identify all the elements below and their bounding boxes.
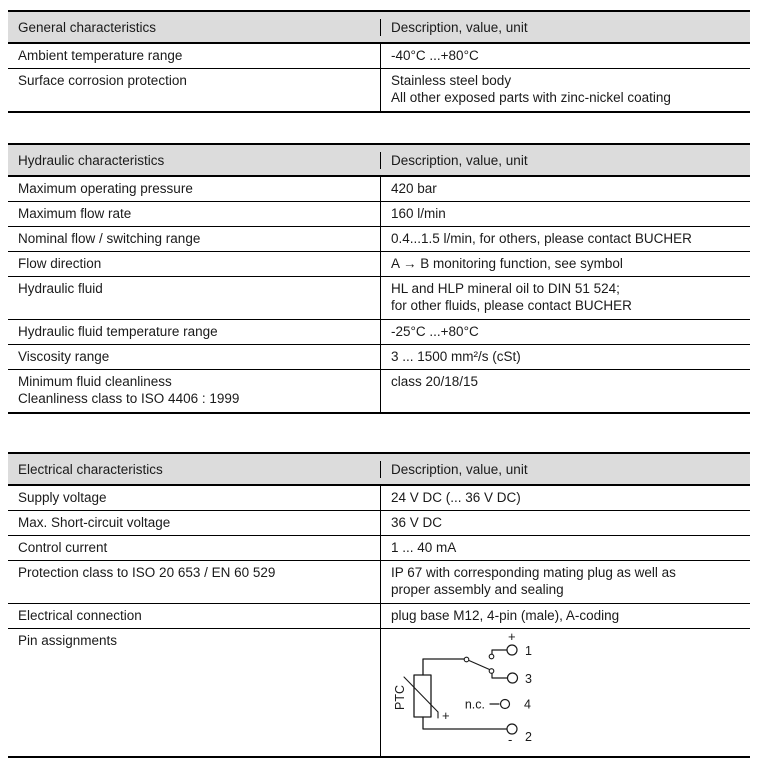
wire-top: [423, 659, 464, 675]
table-row: [8, 344, 750, 369]
row-value: 0.4...1.5 l/min, for others, please contact BUCHER: [391, 231, 692, 246]
row-label-line: Cleanliness class to ISO 4406 : 1999: [18, 391, 240, 406]
row-value-line: proper assembly and sealing: [391, 582, 564, 597]
table-row: [8, 369, 750, 412]
row-label: Max. Short-circuit voltage: [18, 515, 171, 530]
row-label: Pin assignments: [18, 633, 118, 648]
table-row: [8, 251, 750, 276]
table-header-row: [8, 454, 750, 486]
row-label-line: Minimum fluid cleanliness: [18, 374, 172, 389]
pin-assignment-circuit-diagram: [391, 630, 541, 748]
pin2-label: 2: [525, 730, 532, 744]
row-value-line: Stainless steel body: [391, 73, 512, 88]
table-row: [8, 226, 750, 251]
row-label: Maximum operating pressure: [18, 181, 193, 196]
electrical-characteristics-table: [8, 452, 750, 758]
row-value: A → B monitoring function, see symbol: [391, 256, 623, 271]
table-row: [8, 44, 750, 68]
pin-assignments-row: [8, 628, 750, 756]
table-header-title: Electrical characteristics: [18, 461, 163, 477]
table-row: [8, 603, 750, 628]
row-value: 3 ... 1500 mm²/s (cSt): [391, 349, 521, 364]
table-header-row: [8, 12, 750, 44]
row-label: Supply voltage: [18, 490, 107, 505]
table-row: [8, 486, 750, 510]
row-label: Maximum flow rate: [18, 206, 132, 221]
row-label: Electrical connection: [18, 608, 142, 623]
table-row: [8, 510, 750, 535]
row-label: Nominal flow / switching range: [18, 231, 201, 246]
table-row: [8, 68, 750, 111]
pin4-label: 4: [524, 697, 531, 712]
nc-label: n.c.: [464, 697, 485, 712]
row-value: -40°C ...+80°C: [391, 48, 479, 63]
switch-contact-pin1: [489, 654, 494, 659]
pin1-label: 1: [525, 644, 532, 658]
row-label: Ambient temperature range: [18, 48, 183, 63]
row-value: 24 V DC (... 36 V DC): [391, 490, 521, 505]
row-value-line: for other fluids, please contact BUCHER: [391, 298, 632, 313]
polarity-minus-label: -: [508, 732, 513, 747]
table-row: [8, 201, 750, 226]
stub-to-pin3: [492, 674, 507, 679]
ptc-plus-sign: +: [442, 708, 450, 723]
table-row: [8, 276, 750, 319]
row-label: Control current: [18, 540, 108, 555]
row-label: Hydraulic fluid: [18, 281, 103, 296]
polarity-plus-label: +: [508, 630, 516, 644]
pin3-terminal: [508, 673, 518, 683]
row-value: 160 l/min: [391, 206, 446, 221]
hydraulic-characteristics-table: [8, 143, 750, 414]
table-row: [8, 177, 750, 201]
row-value-line: All other exposed parts with zinc-nickel coating: [391, 90, 671, 105]
stub-to-pin1: [492, 650, 507, 654]
table-spacer: [8, 414, 765, 452]
table-row: [8, 560, 750, 603]
row-value: class 20/18/15: [391, 374, 479, 389]
wire-bottom: [423, 717, 507, 729]
switch-arm: [469, 661, 490, 670]
table-header-description: Description, value, unit: [380, 19, 750, 36]
row-label: Viscosity range: [18, 349, 110, 364]
switch-contact-pin3: [489, 669, 494, 674]
row-value-line: IP 67 with corresponding mating plug as well as: [391, 565, 676, 580]
row-label: Surface corrosion protection: [18, 73, 187, 88]
table-header-title: Hydraulic characteristics: [18, 152, 165, 168]
general-characteristics-table: [8, 10, 750, 113]
row-value: plug base M12, 4-pin (male), A-coding: [391, 608, 620, 623]
table-header-description: Description, value, unit: [380, 461, 750, 478]
row-value: 36 V DC: [391, 515, 443, 530]
pin3-label: 3: [525, 672, 532, 686]
table-header-title: General characteristics: [18, 19, 157, 35]
table-row: [8, 319, 750, 344]
row-value: 420 bar: [391, 181, 437, 196]
table-header-row: [8, 145, 750, 177]
table-header-description: Description, value, unit: [380, 152, 750, 169]
pin1-terminal: [507, 645, 517, 655]
table-row: [8, 535, 750, 560]
row-value: -25°C ...+80°C: [391, 324, 479, 339]
row-label: Protection class to ISO 20 653 / EN 60 529: [18, 565, 276, 580]
row-label: Flow direction: [18, 256, 102, 271]
table-spacer: [8, 113, 765, 143]
switch-common-contact: [464, 657, 469, 662]
row-value: 1 ... 40 mA: [391, 540, 457, 555]
row-label: Hydraulic fluid temperature range: [18, 324, 218, 339]
pin4-terminal: [501, 700, 510, 709]
ptc-label: PTC: [393, 685, 407, 710]
row-value-line: HL and HLP mineral oil to DIN 51 524;: [391, 281, 620, 296]
